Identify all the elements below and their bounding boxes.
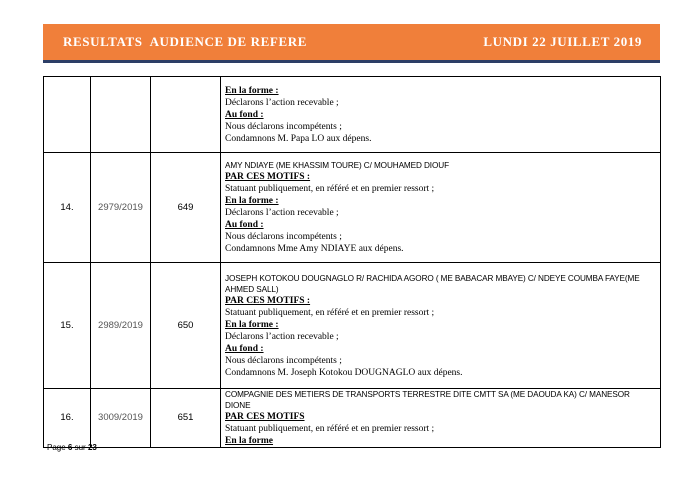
page-label: Page	[47, 443, 66, 452]
decision-heading: En la forme	[225, 436, 274, 446]
page-number: 6	[67, 443, 73, 452]
case-reference: 2989/2019	[91, 263, 151, 389]
row-number: 14.	[44, 153, 91, 263]
decision-cell	[221, 77, 661, 153]
decision-text: Statuant publiquement, en référé et en premier ressort ;	[225, 424, 435, 434]
header-underline	[43, 60, 660, 63]
decision-heading: En la forme :	[225, 319, 279, 330]
page-separator: sur	[74, 443, 86, 452]
table-row	[44, 153, 661, 263]
decision-text: Nous déclarons incompétents ;	[225, 355, 342, 366]
header-date: LUNDI 22 JUILLET 2019	[483, 34, 642, 49]
page-total: 23	[87, 443, 97, 452]
decision-text: Déclarons l’action recevable ;	[225, 97, 339, 108]
roll-number: 649	[151, 153, 221, 263]
roll-number: 650	[151, 263, 221, 389]
decision-text: Nous déclarons incompétents ;	[225, 121, 342, 132]
decision-cell	[221, 263, 661, 389]
row-number: 16.	[44, 389, 91, 448]
row-number	[44, 77, 91, 153]
decision-heading: Au fond :	[225, 109, 264, 120]
decision-heading: En la forme :	[225, 85, 279, 96]
results-table-body	[44, 77, 661, 448]
decision-cell	[221, 153, 661, 263]
roll-number	[151, 77, 221, 153]
decision-heading: Au fond :	[225, 343, 264, 354]
decision-heading: PAR CES MOTIFS	[225, 412, 305, 422]
case-reference: 2979/2019	[91, 153, 151, 263]
decision-text: Condamnons Mme Amy NDIAYE aux dépens.	[225, 244, 404, 254]
decision-text: Nous déclarons incompétents ;	[225, 232, 342, 242]
decision-text: Condamnons M. Joseph Kotokou DOUGNAGLO aux dépens.	[225, 367, 463, 378]
row-number: 15.	[44, 263, 91, 389]
table-row	[44, 389, 661, 448]
table-row	[44, 77, 661, 153]
decision-heading: Au fond :	[225, 220, 264, 230]
results-table	[43, 76, 661, 448]
header-title: RESULTATS AUDIENCE DE REFERE	[63, 34, 307, 49]
case-reference	[91, 77, 151, 153]
decision-text: Déclarons l’action recevable ;	[225, 331, 339, 342]
table-row	[44, 263, 661, 389]
parties: AMY NDIAYE (ME KHASSIM TOURE) C/ MOUHAMED DIOUF	[225, 161, 449, 170]
decision-text: Statuant publiquement, en référé et en premier ressort ;	[225, 307, 435, 318]
decision-cell	[221, 389, 661, 448]
case-reference: 3009/2019	[91, 389, 151, 448]
decision-text: Condamnons M. Papa LO aux dépens.	[225, 133, 372, 144]
roll-number: 651	[151, 389, 221, 448]
decision-heading: PAR CES MOTIFS :	[225, 295, 311, 306]
decision-heading: PAR CES MOTIFS :	[225, 172, 311, 182]
decision-text: Déclarons l’action recevable ;	[225, 208, 339, 218]
page-footer	[47, 443, 97, 452]
parties: COMPAGNIE DES METIERS DE TRANSPORTS TERRESTRE DITE CMTT SA (ME DAOUDA KA) C/ MANESOR DIONE	[225, 390, 630, 410]
decision-text: Statuant publiquement, en référé et en premier ressort ;	[225, 184, 435, 194]
decision-heading: En la forme :	[225, 196, 279, 206]
parties: JOSEPH KOTOKOU DOUGNAGLO R/ RACHIDA AGORO ( ME BABACAR MBAYE) C/ NDEYE COUMBA FAYE(ME AHMED SALL)	[225, 273, 640, 294]
header-banner	[43, 24, 660, 60]
